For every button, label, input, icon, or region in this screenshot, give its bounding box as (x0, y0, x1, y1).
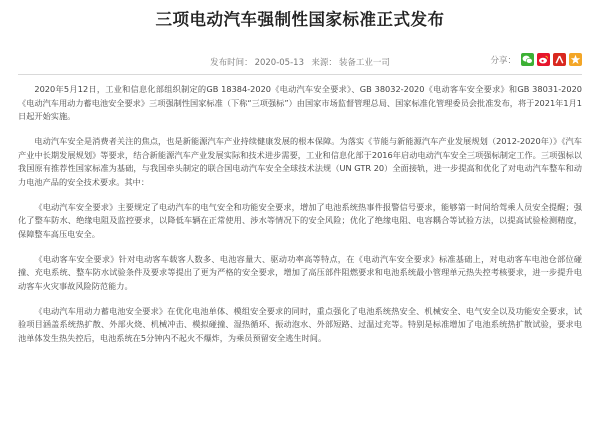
publish-date: 2020-05-13 (254, 58, 304, 68)
source-label: 来源： (311, 58, 337, 68)
article-paragraph: 电动汽车安全是消费者关注的焦点，也是新能源汽车产业持续健康发展的根本保障。为落实《节能与新能源汽车产业发展规划（2012-2020年）》《汽车产业中长期发展规划》等要求，结合新能源汽车产业发展实际和技术进步需要，工业和信息化部于2016年启动电动汽车安全三项强标制定工作。三项强标以我国原有推荐性国家标准为基础，与我国牵头制定的联合国电动汽车安全全球技术法规（UN GTR 20）全面接轨，进一步提高和优化了对电动汽车整车和动力电池产品的安全技术要求。其中： (18, 136, 582, 187)
article-body (18, 83, 582, 345)
renren-icon[interactable] (553, 53, 566, 66)
share-label: 分享： (490, 55, 516, 66)
article-paragraph: 《电动客车安全要求》针对电动客车载客人数多、电池容量大、驱动功率高等特点，在《电动汽车安全要求》标准基础上，对电动客车电池仓部位碰撞、充电系统、整车防水试验条件及要求等提出了更为严格的安全要求，增加了高压部件阻燃要求和电池系统最小管理单元热失控考核要求，进一步提升电动客车火灾事故风险防范能力。 (18, 253, 582, 291)
article-title: 三项电动汽车强制性国家标准正式发布 (155, 10, 445, 29)
publish-time-label: 发布时间： (210, 58, 253, 68)
article-paragraph: 2020年5月12日，工业和信息化部组织制定的GB 18384-2020《电动汽车安全要求》、GB 38032-2020《电动客车安全要求》和GB 38031-2020《电动汽车用动力蓄电池安全要求》三项强制性国家标准（下称“三项强标”）由国家市场监督管理总局、国家标准化管理委员会批准发布，将于2021年1月1日起开始实施。 (18, 84, 582, 121)
qzone-icon[interactable] (569, 53, 582, 66)
article-meta-bar (18, 52, 582, 75)
article-paragraph: 《电动汽车安全要求》主要规定了电动汽车的电气安全和功能安全要求，增加了电池系统热事件报警信号要求，能够第一时间给驾乘人员安全提醒；强化了整车防水、绝缘电阻及监控要求，以降低车辆在正常使用、涉水等情况下的安全风险；优化了绝缘电阻、电容耦合等试验方法，以提高试验检测精度，保障整车高压电安全。 (18, 201, 582, 239)
wechat-icon[interactable] (521, 53, 534, 66)
article-paragraph: 《电动汽车用动力蓄电池安全要求》在优化电池单体、模组安全要求的同时，重点强化了电池系统热安全、机械安全、电气安全以及功能安全要求，试验项目涵盖系统热扩散、外部火烧、机械冲击、模拟碰撞、湿热循环、振动泡水、外部短路、过温过充等。特别是标准增加了电池系统热扩散试验，要求电池单体发生热失控后，电池系统在5分钟内不起火不爆炸，为乘员预留安全逃生时间。 (18, 305, 582, 343)
source-name: 装备工业一司 (338, 58, 390, 68)
share-bar (490, 53, 582, 66)
weibo-icon[interactable] (537, 53, 550, 66)
